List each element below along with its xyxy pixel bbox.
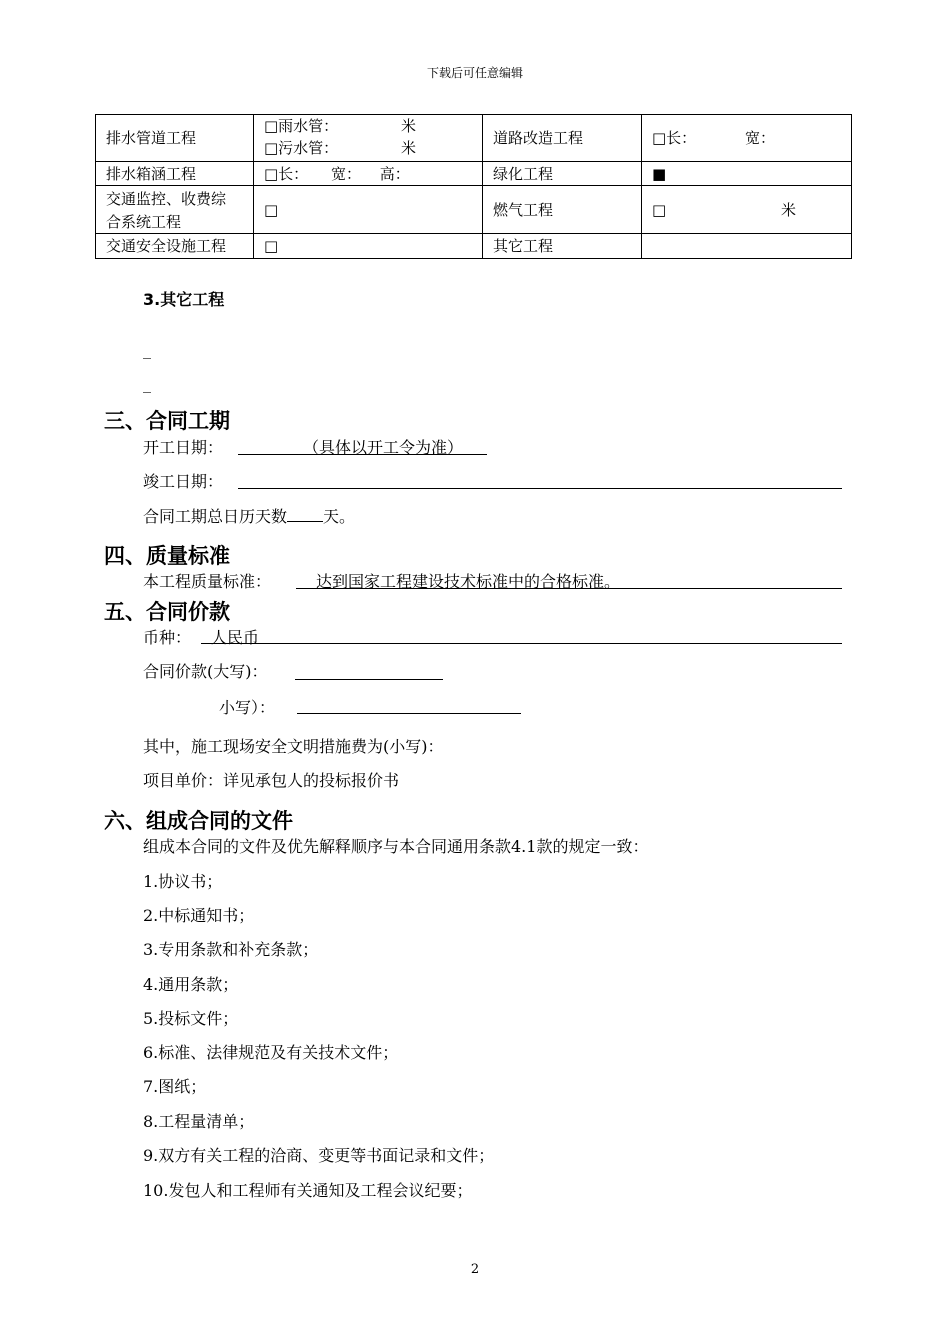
documents-intro: 组成本合同的文件及优先解释顺序与本合同通用条款4.1款的规定一致： <box>143 837 649 856</box>
list-item: 6.标准、法律规范及有关技术文件； <box>143 1043 399 1062</box>
quality-label: 本工程质量标准： <box>143 572 272 591</box>
list-item: 2.中标通知书； <box>143 906 255 925</box>
start-date-label: 开工日期： <box>143 438 224 457</box>
end-date-underline <box>238 488 842 489</box>
unit-label: 米 <box>780 200 796 219</box>
works-table <box>95 114 852 259</box>
table-cell: 其它工程 <box>483 234 642 259</box>
page-header: 下载后可任意编辑 <box>426 66 523 80</box>
unit-label: 米 <box>401 117 417 135</box>
table-cell <box>254 115 483 162</box>
page-number: 2 <box>470 1262 480 1277</box>
checked-box-icon: ■ <box>642 162 852 186</box>
safety-fee-text: 其中，施工现场安全文明措施费为(小写)： <box>143 737 444 756</box>
table-cell <box>254 162 483 186</box>
blank-line: _ <box>143 340 151 359</box>
list-item: 9.双方有关工程的洽商、变更等书面记录和文件； <box>143 1146 495 1165</box>
length-label: □长： <box>264 164 309 183</box>
quality-value: 达到国家工程建设技术标准中的合格标准。 <box>316 572 621 591</box>
total-days-blank <box>287 507 323 522</box>
section-title-quality: 四、质量标准 <box>104 544 230 568</box>
section-title-duration: 三、合同工期 <box>104 409 230 433</box>
cell-line: 交通监控、收费综 <box>106 189 227 208</box>
start-date-value: （具体以开工令为准） <box>303 438 464 457</box>
width-label: 宽： <box>330 164 361 183</box>
length-label: □长： <box>652 129 697 147</box>
list-item: 8.工程量清单； <box>143 1112 255 1131</box>
list-item: 4.通用条款； <box>143 975 239 994</box>
table-cell: 绿化工程 <box>483 162 642 186</box>
table-row <box>96 162 852 186</box>
price-upper-underline <box>295 679 443 680</box>
section-title-price: 五、合同价款 <box>104 600 230 624</box>
height-label: 高： <box>379 164 410 183</box>
total-days-prefix: 合同工期总日历天数 <box>143 507 288 526</box>
rain-pipe-label: □雨水管： <box>264 117 339 135</box>
table-row <box>96 115 852 162</box>
section-title-documents: 六、组成合同的文件 <box>104 809 293 833</box>
total-days-text <box>143 504 355 527</box>
list-item: 10.发包人和工程师有关通知及工程会议纪要； <box>143 1181 473 1200</box>
checkbox-icon: □ <box>254 234 483 259</box>
price-upper-label: 合同价款(大写)： <box>143 662 268 681</box>
currency-underline <box>201 643 842 644</box>
table-cell: 燃气工程 <box>483 186 642 234</box>
currency-value: 人民币 <box>211 628 260 647</box>
list-item: 7.图纸； <box>143 1077 207 1096</box>
table-cell <box>642 115 852 162</box>
list-item: 5.投标文件； <box>143 1009 239 1028</box>
table-cell: 排水箱涵工程 <box>96 162 254 186</box>
width-label: 宽： <box>744 129 775 147</box>
cell-line: 合系统工程 <box>106 212 182 231</box>
table-cell: 交通安全设施工程 <box>96 234 254 259</box>
unit-price-text: 项目单价：详见承包人的投标报价书 <box>143 771 400 790</box>
table-cell <box>642 234 852 259</box>
table-cell <box>642 186 852 234</box>
price-lower-underline <box>297 713 521 714</box>
other-works-title: 3.其它工程 <box>143 290 225 309</box>
checkbox-icon: □ <box>254 186 483 234</box>
table-cell: 排水管道工程 <box>96 115 254 162</box>
blank-line: _ <box>143 374 151 393</box>
unit-label: 米 <box>401 139 417 157</box>
table-cell: 道路改造工程 <box>483 115 642 162</box>
sewage-pipe-label: □污水管： <box>264 139 339 157</box>
table-row <box>96 186 852 234</box>
list-item: 3.专用条款和补充条款； <box>143 940 319 959</box>
checkbox-icon: □ <box>652 200 667 219</box>
list-item: 1.协议书； <box>143 872 223 891</box>
total-days-suffix: 天。 <box>323 507 356 526</box>
end-date-label: 竣工日期： <box>143 472 224 491</box>
currency-label: 币种： <box>143 628 192 647</box>
price-lower-label: 小写）： <box>219 698 276 717</box>
table-row <box>96 234 852 259</box>
table-cell <box>96 186 254 234</box>
